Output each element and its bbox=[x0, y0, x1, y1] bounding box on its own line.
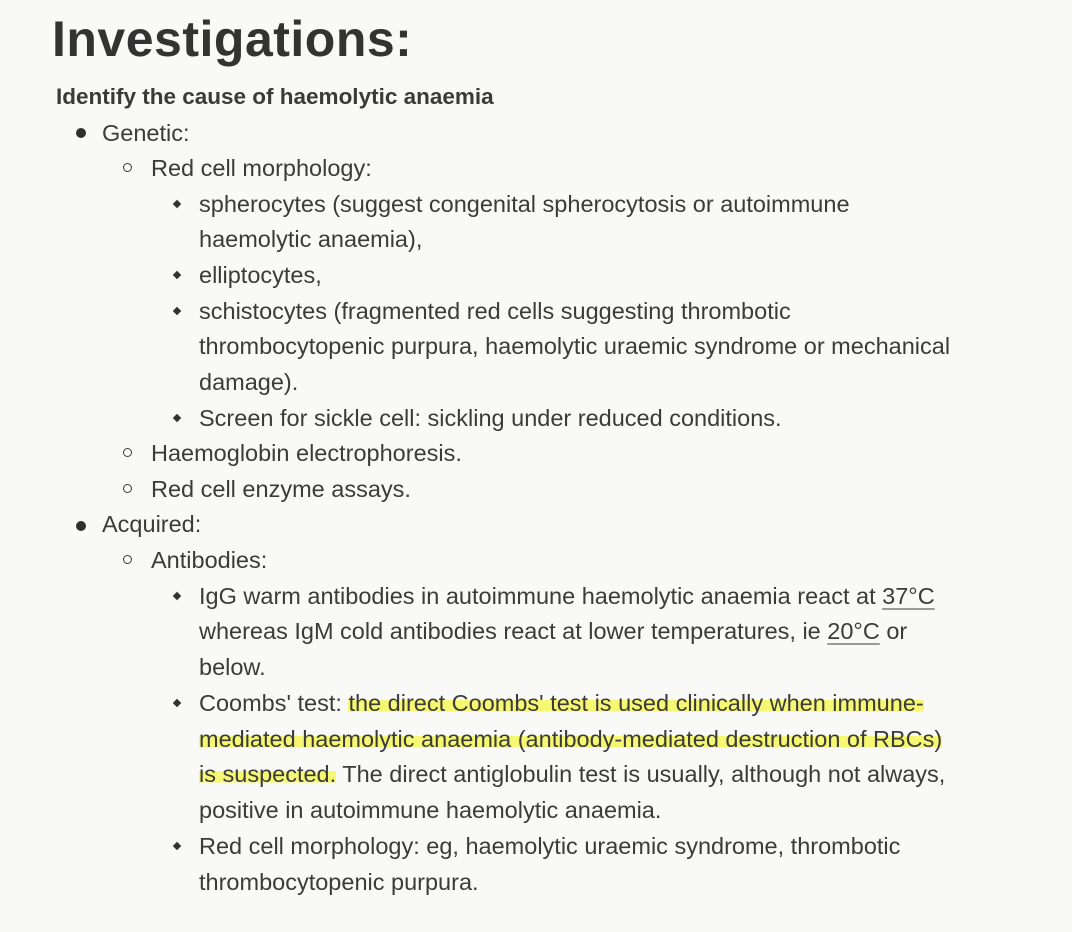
list-item-acquired-morphology-cont: thrombocytopenic purpura. bbox=[199, 869, 479, 895]
temperature-link-37[interactable]: 37°C bbox=[882, 583, 935, 609]
bullet-disc-icon bbox=[76, 521, 86, 531]
bullet-diamond-icon bbox=[173, 592, 181, 600]
list-item-schistocytes-cont: thrombocytopenic purpura, haemolytic uraemic syndrome or mechanical bbox=[199, 333, 951, 359]
bullet-ring-icon bbox=[123, 448, 132, 457]
temperature-link-20[interactable]: 20°C bbox=[827, 618, 880, 644]
bullet-diamond-icon bbox=[173, 307, 181, 315]
list-item-red-cell-morphology: Red cell morphology: bbox=[151, 155, 372, 181]
list-item-coombs-cont bbox=[199, 723, 942, 755]
highlighted-text: the direct Coombs' test is used clinically when immune- bbox=[348, 690, 924, 716]
coombs-text: The direct antiglobulin test is usually, although not always, bbox=[336, 761, 946, 787]
bullet-ring-icon bbox=[123, 163, 132, 172]
list-item-spherocytes-cont: haemolytic anaemia), bbox=[199, 226, 423, 252]
list-item-igg-warm-cont bbox=[199, 615, 907, 647]
igm-text: whereas IgM cold antibodies react at lower temperatures, ie bbox=[199, 618, 828, 644]
bullet-diamond-icon bbox=[173, 271, 181, 279]
list-item-igg-warm-end: below. bbox=[199, 654, 266, 680]
list-item-schistocytes: schistocytes (fragmented red cells suggesting thrombotic bbox=[199, 298, 791, 324]
igg-text: IgG warm antibodies in autoimmune haemolytic anaemia react at bbox=[199, 583, 883, 609]
highlighted-text: is suspected. bbox=[199, 761, 337, 787]
list-item-genetic: Genetic: bbox=[102, 120, 190, 146]
coombs-label: Coombs' test: bbox=[199, 690, 349, 716]
list-item-coombs-cont2 bbox=[199, 758, 945, 790]
bullet-diamond-icon bbox=[173, 414, 181, 422]
bullet-disc-icon bbox=[76, 128, 86, 138]
list-item-antibodies: Antibodies: bbox=[151, 547, 268, 573]
bullet-diamond-icon bbox=[173, 842, 181, 850]
list-item-acquired: Acquired: bbox=[102, 511, 202, 537]
list-item-electrophoresis: Haemoglobin electrophoresis. bbox=[151, 440, 462, 466]
list-item-coombs bbox=[199, 687, 924, 719]
bullet-ring-icon bbox=[123, 484, 132, 493]
highlighted-text: mediated haemolytic anaemia (antibody-mediated destruction of RBCs) bbox=[199, 726, 943, 752]
igm-text-end: or bbox=[879, 618, 908, 644]
list-item-spherocytes: spherocytes (suggest congenital spherocytosis or autoimmune bbox=[199, 191, 850, 217]
bullet-diamond-icon bbox=[173, 200, 181, 208]
section-subtitle: Identify the cause of haemolytic anaemia bbox=[56, 84, 494, 109]
list-item-schistocytes-end: damage). bbox=[199, 369, 299, 395]
list-item-enzyme-assays: Red cell enzyme assays. bbox=[151, 476, 411, 502]
bullet-diamond-icon bbox=[173, 699, 181, 707]
list-item-igg-warm bbox=[199, 580, 935, 612]
list-item-sickle-screen: Screen for sickle cell: sickling under reduced conditions. bbox=[199, 405, 782, 431]
list-item-elliptocytes: elliptocytes, bbox=[199, 262, 322, 288]
page-title: Investigations: bbox=[52, 11, 413, 67]
bullet-ring-icon bbox=[123, 555, 132, 564]
list-item-acquired-morphology: Red cell morphology: eg, haemolytic uraemic syndrome, thrombotic bbox=[199, 833, 901, 859]
list-item-coombs-end: positive in autoimmune haemolytic anaemia. bbox=[199, 797, 662, 823]
